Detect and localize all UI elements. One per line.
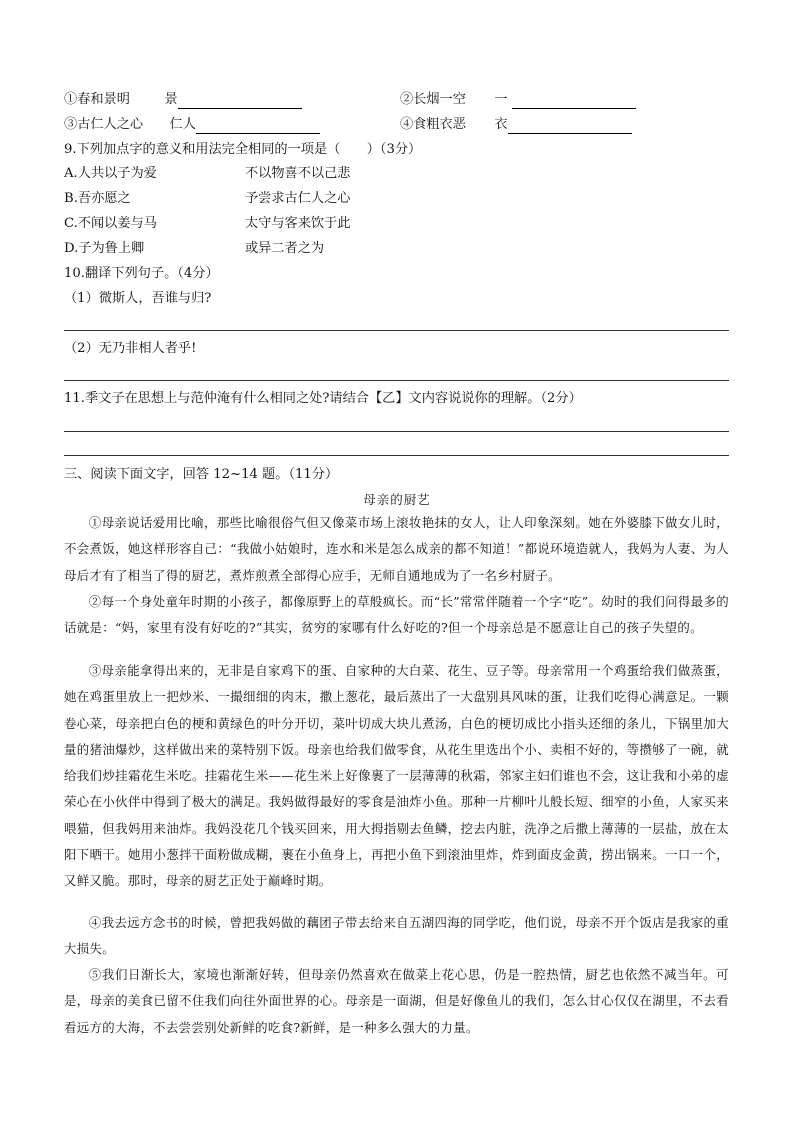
q10-sentence-1: （1）微斯人，吾谁与归? xyxy=(64,291,212,306)
answer-blank[interactable] xyxy=(196,119,320,134)
q9-stem: 9.下列加点字的意义和用法完全相同的一项是（ ）（3分） xyxy=(64,142,422,157)
answer-line[interactable] xyxy=(64,455,729,456)
answer-line[interactable] xyxy=(64,380,729,381)
fill-item-prefix: 景 xyxy=(164,92,178,107)
q9-option-a-right: 不以物喜不以己悲 xyxy=(245,166,351,181)
article-paragraph-4: ④我去远方念书的时候，曾把我妈做的藕团子带去给来自五湖四海的同学吃，他们说，母亲不开个饭店是我家的重大损失。 xyxy=(64,915,729,957)
fill-item-4 xyxy=(400,116,632,134)
fill-item-2 xyxy=(400,91,636,109)
q9-option-d-right: 或异二者之为 xyxy=(245,241,325,256)
article-paragraph-5: ⑤我们日渐长大，家境也渐渐好转，但母亲仍然喜欢在做菜上花心思，仍是一腔热情，厨艺也依然不减当年。可是，母亲的美食已留不住我们向往外面世界的心。母亲是一面湖，但是好像鱼儿的我们，怎么甘心仅仅在湖里，不去看看远方的大海，不去尝尝别处新鲜的吃食?新鲜，是一种多么强大的力量。 xyxy=(64,967,729,1035)
fill-item-label: ②长烟一空 xyxy=(400,92,466,107)
article-paragraph-1: ①母亲说话爱用比喻，那些比喻很俗气但又像菜市场上滚妆艳抹的女人，让人印象深刻。她在外婆膝下做女儿时，不会煮饭，她这样形容自己：“我做小姑娘时，连水和米是怎么成亲的都不知道！”都说环境造就人，我妈为人妻、为人母后才有了相当了得的厨艺，煮炸煎煮全部得心应手，无师自通地成为了一名乡村厨子。 xyxy=(64,515,729,583)
fill-item-label: ④食粗衣恶 xyxy=(400,117,466,132)
fill-item-label: ①春和景明 xyxy=(64,92,130,107)
fill-item-1 xyxy=(64,91,302,109)
q10-stem: 10.翻译下列句子。（4分） xyxy=(64,266,219,281)
q9-option-b-right: 予尝求古仁人之心 xyxy=(245,191,351,206)
q9-option-c-right: 太守与客来饮于此 xyxy=(245,216,351,231)
q9-option-a-left[interactable]: A.人共以子为爱 xyxy=(64,166,157,181)
q10-sentence-2: （2）无乃非相人者乎! xyxy=(64,341,197,356)
q9-option-c-left[interactable]: C.不闻以姜与马 xyxy=(64,216,157,231)
article-title: 母亲的厨艺 xyxy=(363,492,431,507)
fill-item-prefix: 仁人 xyxy=(169,117,196,132)
answer-line[interactable] xyxy=(64,330,729,331)
q11-stem: 11.季文子在思想上与范仲淹有什么相同之处?请结合【乙】文内容说说你的理解。（2分） xyxy=(64,391,582,406)
answer-blank[interactable] xyxy=(178,94,302,109)
section-heading: 三、阅读下面文字，回答 12~14 题。（11分） xyxy=(64,467,339,482)
answer-blank[interactable] xyxy=(512,94,636,109)
fill-item-3 xyxy=(64,116,320,134)
fill-item-label: ③古仁人之心 xyxy=(64,117,144,132)
q9-option-d-left[interactable]: D.子为鲁上卿 xyxy=(64,241,145,256)
article-paragraph-3: ③母亲能拿得出来的，无非是自家鸡下的蛋、自家种的大白菜、花生、豆子等。母亲常用一个鸡蛋给我们做蒸蛋，她在鸡蛋里放上一把炒米、一撮细细的肉末，撒上葱花，最后蒸出了一大盘别具风味的蛋，让我们吃得心满意足。一颗卷心菜，母亲把白色的梗和黄绿色的叶分开切，菜叶切成大块儿煮汤，白色的梗切成比小指头还细的条儿，下锅里加大量的猪油爆炒，这样做出来的菜特别下饭。母亲也给我们做零食，从花生里选出个小、卖相不好的，等攒够了一碗，就给我们炒挂霜花生米吃。挂霜花生米——花生米上好像裹了一层薄薄的秋霜，邻家主妇们谁也不会，这让我和小弟的虚荣心在小伙伴中得到了极大的满足。我妈做得最好的零食是油炸小鱼。那种一片柳叶儿般长短、细窄的小鱼，人家买来喂猫，但我妈用来油炸。我妈没花几个钱买回来，用大拇指剔去鱼鳞，挖去内脏，洗净之后撒上薄薄的一层盐，放在太阳下晒干。她用小葱拌干面粉做成糊，裹在小鱼身上，再把小鱼下到滚油里炸，炸到面皮金黄，捞出锅来。一口一个，又鲜又脆。那时，母亲的厨艺正处于巅峰时期。 xyxy=(64,663,729,889)
answer-line[interactable] xyxy=(64,431,729,432)
fill-item-prefix: 衣 xyxy=(494,117,508,132)
answer-blank[interactable] xyxy=(508,119,632,134)
q9-option-b-left[interactable]: B.吾亦愿之 xyxy=(64,191,131,206)
article-paragraph-2: ②每一个身处童年时期的小孩子，都像原野上的草般疯长。而“长”常常伴随着一个字“吃”。幼时的我们问得最多的话就是：“妈，家里有没有好吃的?”其实，贫穷的家哪有什么好吃的?但一个母亲总是不愿意让自己的孩子失望的。 xyxy=(64,594,729,636)
fill-item-prefix: 一 xyxy=(494,92,508,107)
